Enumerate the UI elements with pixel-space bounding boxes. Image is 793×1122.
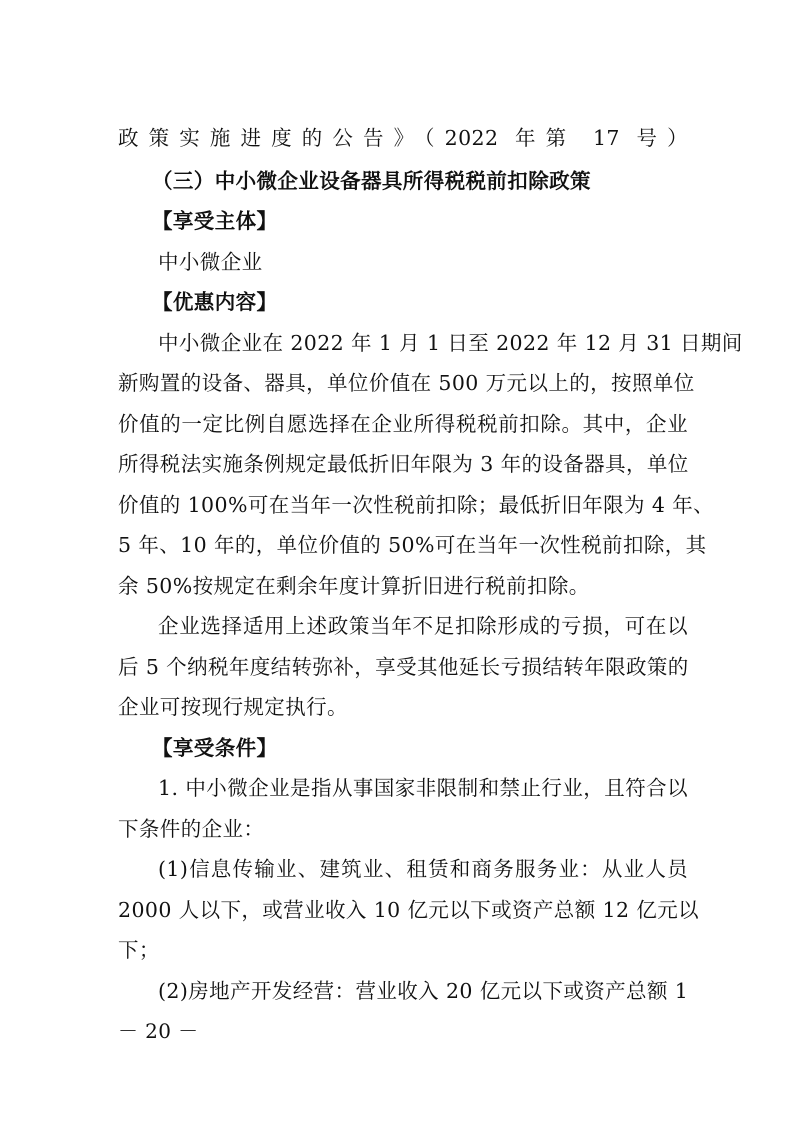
text-line: (1)信息传输业、建筑业、租赁和商务服务业：从业人员: [158, 857, 688, 881]
subheading-conditions: 【享受条件】: [152, 736, 278, 760]
section-heading: （三）中小微企业设备器具所得税税前扣除政策: [152, 169, 591, 193]
subheading-beneficiary: 【享受主体】: [152, 209, 278, 233]
text-line: 中小微企业: [158, 250, 263, 274]
text-line: 2000 人以下，或营业收入 10 亿元以下或资产总额 12 亿元以: [118, 898, 700, 922]
text-line: 企业可按现行规定执行。: [118, 695, 348, 719]
page-number: － 20 －: [118, 1019, 199, 1043]
text-line: 企业选择适用上述政策当年不足扣除形成的亏损，可在以: [158, 614, 688, 638]
text-line: 余 50%按规定在剩余年度计算折旧进行税前扣除。: [118, 574, 590, 598]
text-line: 价值的一定比例自愿选择在企业所得税税前扣除。其中，企业: [118, 412, 688, 436]
subheading-preferential-content: 【优惠内容】: [152, 290, 278, 314]
text-line: 政策实施进度的公告》（2022 年第 17 号）: [118, 126, 688, 150]
text-line: 价值的 100%可在当年一次性税前扣除；最低折旧年限为 4 年、: [118, 493, 714, 517]
text-line: (2)房地产开发经营：营业收入 20 亿元以下或资产总额 1: [158, 979, 689, 1003]
text-line: 下条件的企业：: [118, 817, 265, 841]
text-line: 新购置的设备、器具，单位价值在 500 万元以上的，按照单位: [118, 371, 695, 395]
text-line: 5 年、10 年的，单位价值的 50%可在当年一次性税前扣除，其: [118, 533, 707, 557]
text-line: 中小微企业在 2022 年 1 月 1 日至 2022 年 12 月 31 日期间: [158, 331, 743, 355]
text-line: 后 5 个纳税年度结转弥补，享受其他延长亏损结转年限政策的: [118, 655, 689, 679]
text-line: 下；: [118, 938, 160, 962]
text-line: 1. 中小微企业是指从事国家非限制和禁止行业，且符合以: [158, 776, 688, 800]
text-line: 所得税法实施条例规定最低折旧年限为 3 年的设备器具，单位: [118, 452, 689, 476]
